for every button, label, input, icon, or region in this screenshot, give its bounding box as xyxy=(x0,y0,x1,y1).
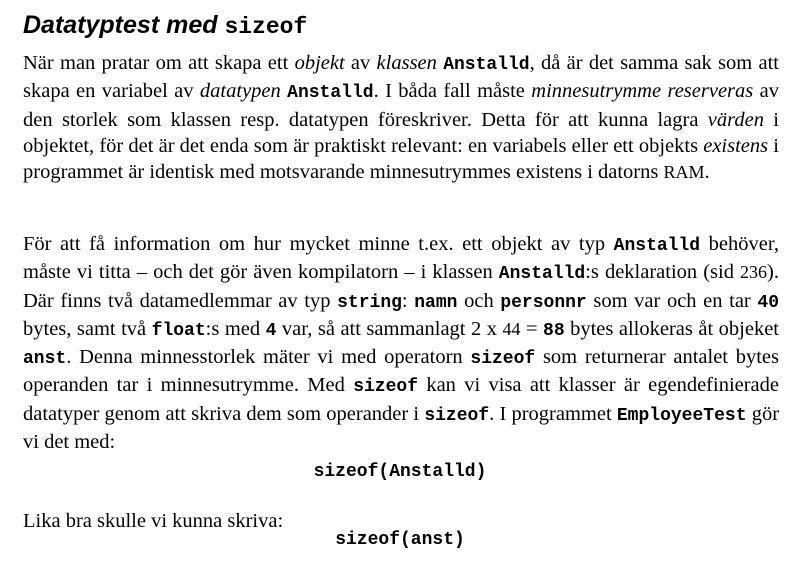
code-term: 88 xyxy=(543,320,565,341)
paragraph-objects xyxy=(23,50,779,185)
small-caps-term: 44 xyxy=(502,318,521,339)
text-run: och xyxy=(457,289,501,312)
text-run: = xyxy=(520,317,544,340)
code-term: personnr xyxy=(500,292,587,313)
italic-term: objekt xyxy=(294,52,345,74)
code-term: Anstalld xyxy=(287,83,374,104)
italic-term: klassen xyxy=(376,52,437,74)
small-caps-term: RAM xyxy=(663,162,705,183)
paragraph-alternative: Lika bra skulle vi kunna skriva: xyxy=(23,510,284,532)
text-run: . Denna minnesstorlek mäter vi med operatorn xyxy=(66,346,471,369)
italic-term: minnesutrymme reserveras xyxy=(531,80,754,103)
text-run: ). Där finns två datamedlemmar av typ xyxy=(23,261,779,312)
code-term: sizeof xyxy=(470,349,536,370)
text-run: i objektet, för det är det enda som är praktiskt relevant: en variabels eller ett objekts xyxy=(23,108,779,157)
italic-term: datatypen xyxy=(199,80,281,103)
text-run: gör vi det med: xyxy=(23,402,780,454)
text-run: av xyxy=(344,52,377,74)
section-heading xyxy=(23,8,307,44)
text-run: :s deklaration (sid xyxy=(585,261,741,284)
text-run: . I programmet xyxy=(489,402,617,425)
text-run: som returnerar antalet bytes operanden tar i minnesutrymme. Med xyxy=(23,346,779,397)
code-term: Anstalld xyxy=(498,264,586,285)
text-run: behöver, måste vi titta – och det gör även kompilatorn – i klassen xyxy=(23,233,779,284)
paragraph-sizeof xyxy=(23,231,779,455)
text-run: bytes allokeras åt objeket xyxy=(564,317,779,340)
text-run: . xyxy=(704,161,710,184)
text-run: som var och en tar xyxy=(586,289,758,312)
code-example-sizeof-class: sizeof(Anstalld) xyxy=(313,462,487,482)
heading-code: sizeof xyxy=(224,14,308,40)
text-run: : xyxy=(401,289,415,312)
code-term: sizeof xyxy=(424,405,490,426)
code-term: Anstalld xyxy=(613,236,701,256)
code-example-sizeof-object: sizeof(anst) xyxy=(335,530,465,550)
code-term: float xyxy=(151,320,206,341)
text-run: När man pratar om att skapa ett xyxy=(23,52,295,74)
text-run: bytes, samt två xyxy=(23,317,152,340)
text-run: :s med xyxy=(205,317,266,340)
code-term: 4 xyxy=(265,320,277,341)
small-caps-term: 236 xyxy=(740,262,768,283)
text-run: i programmet är identisk med motsvarande minnesutrymmes existens i datorns xyxy=(23,134,779,184)
italic-term: existens xyxy=(703,134,769,157)
text-run: , då är det samma sak som att skapa en variabel av xyxy=(23,52,779,103)
text-run: . I båda fall måste xyxy=(373,80,532,103)
heading-text: Datatyptest med xyxy=(23,11,218,39)
code-term: EmployeeTest xyxy=(616,405,747,426)
code-term: 40 xyxy=(757,292,779,313)
text-run: För att få information om hur mycket minne t.ex. ett objekt av typ xyxy=(23,233,614,255)
code-term: anst xyxy=(23,349,67,370)
code-term: Anstalld xyxy=(443,55,530,75)
code-term: sizeof xyxy=(353,377,419,398)
text-run: kan vi visa att klasser är egendefinierade datatyper genom att skriva dem som operander i xyxy=(23,374,780,425)
text-run: var, så att sammanlagt 2 x xyxy=(276,317,503,340)
code-term: string xyxy=(337,292,402,313)
italic-term: värden xyxy=(707,108,764,131)
text-run: av den storlek som klassen resp. datatypen föreskriver. Detta för att kunna lagra xyxy=(23,80,779,131)
code-term: namn xyxy=(414,292,458,313)
